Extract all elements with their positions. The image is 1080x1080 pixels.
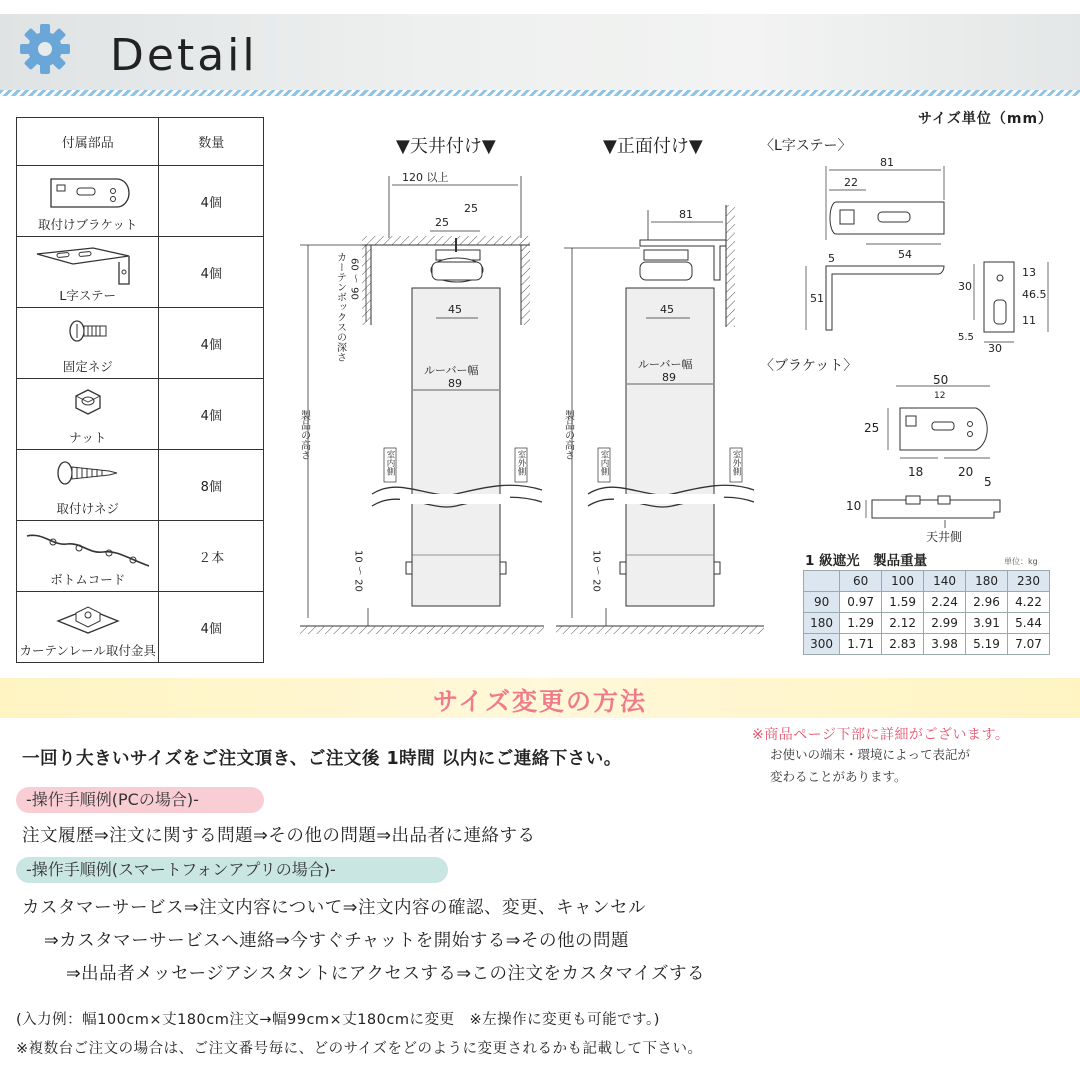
detail-note: ※商品ページ下部に詳細がございます。 xyxy=(752,727,1010,743)
weight-col-header: 230 xyxy=(1008,571,1050,592)
weight-cell: 2.99 xyxy=(924,613,966,634)
lead-instruction: 一回り大きいサイズをご注文頂き、ご注文後 1時間 以内にご連絡下さい。 xyxy=(22,749,622,769)
louver-width-value-front: 89 xyxy=(662,371,676,384)
l-stay-dim-5: 5 xyxy=(828,252,835,265)
weight-cell: 3.91 xyxy=(966,613,1008,634)
device-note xyxy=(770,744,1070,788)
dim-81-front: 81 xyxy=(679,208,693,221)
weight-cell: 5.19 xyxy=(966,634,1008,655)
table-row xyxy=(804,613,1050,634)
louver-width-label-front: ルーバー幅 xyxy=(638,358,693,371)
outside-label: 室外側 xyxy=(516,450,526,476)
bracket-dim-5: 5 xyxy=(984,475,992,489)
table-row xyxy=(804,592,1050,613)
weight-row-header: 90 xyxy=(804,592,840,613)
l-stay-dim-51: 51 xyxy=(810,292,824,305)
part-name: ボトムコード xyxy=(50,571,126,587)
weight-cell: 5.44 xyxy=(1008,613,1050,634)
weight-cell: 1.29 xyxy=(840,613,882,634)
part-qty: 4個 xyxy=(159,592,264,663)
l-stay-title: 〈L字ステー〉 xyxy=(760,138,852,154)
dim-25-right: 25 xyxy=(464,202,478,215)
l-stay-dim-11: 11 xyxy=(1022,314,1036,327)
l-stay-dim-13: 13 xyxy=(1022,266,1036,279)
weight-col-header: 180 xyxy=(966,571,1008,592)
ceiling-side-label: 天井側 xyxy=(926,530,963,544)
smartphone-step-3: ⇒出品者メッセージアシスタントにアクセスする⇒この注文をカスタマイズする xyxy=(66,964,705,984)
l-stay-dim-5-5: 5.5 xyxy=(958,332,974,343)
part-qty: 4個 xyxy=(159,308,264,379)
part-name: 取付けネジ xyxy=(56,500,119,516)
unit-note: サイズ単位（mm） xyxy=(918,111,1054,127)
bracket-dim-50: 50 xyxy=(933,373,949,387)
page-title: Detail xyxy=(110,30,258,81)
l-stay-dim-81: 81 xyxy=(880,156,894,169)
louver-width-label: ルーバー幅 xyxy=(424,364,479,377)
weight-cell: 1.71 xyxy=(840,634,882,655)
product-height-front: 製品の高さ xyxy=(562,410,574,460)
table-row xyxy=(804,634,1050,655)
louver-width-value: 89 xyxy=(448,377,462,390)
bracket-dim-10: 10 xyxy=(846,499,862,513)
bracket-dim-25: 25 xyxy=(864,421,880,435)
dim-45-ceiling: 45 xyxy=(448,303,462,316)
part-name: 取付けブラケット xyxy=(38,216,138,232)
dim-25-left: 25 xyxy=(435,216,449,229)
ceiling-mount-title: ▼天井付け▼ xyxy=(396,136,496,157)
smartphone-steps-label: -操作手順例(スマートフォンアプリの場合)- xyxy=(16,857,448,883)
parts-header-qty: 数量 xyxy=(159,118,264,166)
weight-cell: 1.59 xyxy=(882,592,924,613)
device-note-line: お使いの端末・環境によって表記が xyxy=(770,747,971,762)
part-qty: 8個 xyxy=(159,450,264,521)
l-stay-dim-30: 30 xyxy=(958,280,972,293)
inside-label: 室内側 xyxy=(385,450,395,476)
weight-cell: 0.97 xyxy=(840,592,882,613)
l-stay-dim-30b: 30 xyxy=(988,342,1002,355)
inside-label-front: 室内側 xyxy=(599,450,609,476)
part-qty: 4個 xyxy=(159,237,264,308)
bottom-gap-ceiling: 10 ～ 20 xyxy=(352,550,364,592)
l-stay-dim-54: 54 xyxy=(898,248,912,261)
outside-label-front: 室外側 xyxy=(731,450,741,476)
weight-cell: 2.83 xyxy=(882,634,924,655)
bracket-title: 〈ブラケット〉 xyxy=(760,358,858,374)
parts-header-name: 付属部品 xyxy=(17,118,159,166)
weight-col-header: 60 xyxy=(840,571,882,592)
bracket-dim-18: 18 xyxy=(908,465,924,479)
part-qty: ２本 xyxy=(159,521,264,592)
part-name: カーテンレール取付金具 xyxy=(19,642,156,658)
weight-row-header: 180 xyxy=(804,613,840,634)
size-change-title: サイズ変更の方法 xyxy=(432,687,647,716)
part-qty: 4個 xyxy=(159,166,264,237)
l-stay-dim-46-5: 46.5 xyxy=(1022,288,1047,301)
pc-step: 注文履歴⇒注文に関する問題⇒その他の問題⇒出品者に連絡する xyxy=(22,826,536,846)
bracket-dim-12: 12 xyxy=(934,391,946,401)
weight-cell: 4.22 xyxy=(1008,592,1050,613)
dim-120: 120 以上 xyxy=(402,171,449,184)
weight-cell: 7.07 xyxy=(1008,634,1050,655)
front-mount-title: ▼正面付け▼ xyxy=(603,136,703,157)
table-row xyxy=(804,571,1050,592)
weight-table xyxy=(803,570,1050,655)
weight-cell: 3.98 xyxy=(924,634,966,655)
weight-cell: 2.12 xyxy=(882,613,924,634)
smartphone-step-1: カスタマーサービス⇒注文内容について⇒注文内容の確認、変更、キャンセル xyxy=(22,898,646,918)
dim-45-front: 45 xyxy=(660,303,674,316)
box-depth-value: 60 ～ 90 xyxy=(348,258,360,300)
weight-row-header: 300 xyxy=(804,634,840,655)
weight-col-header: 100 xyxy=(882,571,924,592)
weight-table-unit: 単位：kg xyxy=(1004,557,1038,566)
weight-cell: 2.24 xyxy=(924,592,966,613)
device-note-line: 変わることがあります。 xyxy=(770,769,907,784)
part-qty: 4個 xyxy=(159,379,264,450)
multiple-order-note: ※複数台ご注文の場合は、ご注文番号毎に、どのサイズをどのように変更されるかも記載して下さい。 xyxy=(16,1041,703,1057)
weight-col-header: 140 xyxy=(924,571,966,592)
weight-col-header xyxy=(804,571,840,592)
box-depth-label: カーテンボックスの深さ xyxy=(334,252,346,362)
weight-table-title: 1 級遮光 製品重量 xyxy=(805,553,928,569)
pc-steps-label: -操作手順例(PCの場合)- xyxy=(16,787,264,813)
part-name: L字ステー xyxy=(59,287,117,303)
bracket-dim-20: 20 xyxy=(958,465,974,479)
part-name: 固定ネジ xyxy=(62,358,113,374)
weight-cell: 2.96 xyxy=(966,592,1008,613)
part-name: ナット xyxy=(69,429,107,445)
product-height-ceiling: 製品の高さ xyxy=(298,410,310,460)
l-stay-dim-22: 22 xyxy=(844,176,858,189)
smartphone-step-2: ⇒カスタマーサービスへ連絡⇒今すぐチャットを開始する⇒その他の問題 xyxy=(44,931,629,951)
bottom-gap-front: 10 ～ 20 xyxy=(590,550,602,592)
input-example: (入力例：幅100cm×丈180cm注文→幅99cm×丈180cmに変更 ※左操作に変更も可能です。) xyxy=(16,1012,660,1028)
